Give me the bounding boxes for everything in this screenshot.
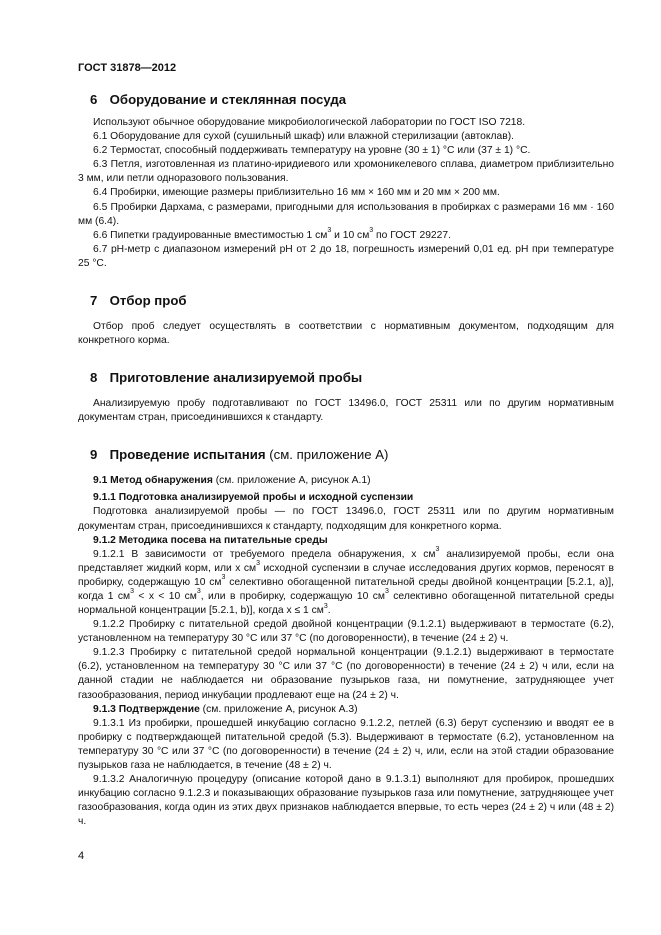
- subsection-9-1-1-heading: 9.1.1 Подготовка анализируемой пробы и исходной суспензии: [93, 492, 414, 504]
- section-9-heading: [78, 447, 614, 463]
- page-number: 4: [78, 850, 85, 862]
- section-7-number: 7: [90, 293, 98, 309]
- item-9-1-2-1: 9.1.2.1 В зависимости от требуемого предела обнаружения, x $см^3$ анализируемой пробы, если она представляет жидкий корм, или x $см^3$ исходной суспензии в случае исследования других кормов, переносят в пробирку, содержащую 10 $см^3$ селективно обогащенной питательной среды двойной концентрации [5.2.1, а)], когда 1 $см^3 < x < 10$ $см^3$, или в пробирку, содержащую 10 $см^3$ селективно обогащенной питательной среды нормальной концентрации [5.2.1, b)], когда x ≤ 1 $см^3$.: [78, 546, 614, 616]
- subsection-9-1-heading: 9.1 Метод обнаружения (см. приложение А, рисунок А.1): [93, 475, 371, 487]
- section-8-title: Приготовление анализируемой пробы: [109, 370, 363, 386]
- item-9-1-2-3: 9.1.2.3 Пробирку с питательной средой нормальной концентрации (9.1.2.1) выдерживают в термостате (6.2), установленном на температуру 30 °С или 37 °С (по договоренности) в течение (24 ± 2) ч или, если на данной стадии не наблюдается ни образование пузырьков газа, ни помутнение, затрудняющее учет газообразования, период инкубации продлевают еще на (24 ± 2) ч.: [78, 647, 614, 701]
- item-9-1-3-1: 9.1.3.1 Из пробирки, прошедшей инкубацию согласно 9.1.2.2, петлей (6.3) берут суспензию и вводят ее в пробирку с подтверждающей питательной средой (5.3). Выдерживают в термостате (6.2), установленном на температуру 30 °С или 37 °С (по договоренности) в течение (24 ± 2) ч, или, если на этой стадии образование пузырьков газа не наблюдается, в течение (48 ± 2) ч.: [78, 717, 614, 771]
- section-7-heading: [78, 293, 614, 309]
- item-6-1: 6.1 Оборудование для сухой (сушильный шкаф) или влажной стерилизации (автоклав).: [93, 131, 515, 143]
- section-9-number: 9: [90, 447, 98, 463]
- item-6-4: 6.4 Пробирки, имеющие размеры приблизительно 16 мм × 160 мм и 20 мм × 200 мм.: [93, 187, 500, 199]
- page-content: [78, 92, 614, 829]
- section-8-text: Анализируемую пробу подготавливают по ГОСТ 13496.0, ГОСТ 25311 или по другим нормативным документам стран, присоединившихся к стандарту.: [78, 398, 614, 424]
- section-8-heading: [78, 370, 614, 386]
- section-6-heading: [78, 92, 614, 108]
- item-9-1-2-2: 9.1.2.2 Пробирку с питательной средой двойной концентрации (9.1.2.1) выдерживают в термостате (6.2), установленном на температуру 30 °С или 37 °С (по договоренности), в течение (24 ± 2) ч.: [78, 619, 614, 645]
- subsection-9-1-1-text: Подготовка анализируемой пробы — по ГОСТ 13496.0, ГОСТ 25311 или по другим нормативным документам стран, присоединившихся к стандарту, подходящим для конкретного корма.: [78, 506, 614, 532]
- item-6-2: 6.2 Термостат, способный поддерживать температуру на уровне (30 ± 1) °С или (37 ± 1) °С.: [93, 145, 531, 157]
- section-6-number: 6: [90, 92, 98, 107]
- item-6-5: 6.5 Пробирки Дархама, с размерами, пригодными для использования в пробирках с размерами 16 мм · 160 мм (6.4).: [78, 201, 614, 227]
- subsection-9-1-2-heading: 9.1.2 Методика посева на питательные среды: [93, 534, 328, 546]
- subsection-9-1-3-heading: 9.1.3 Подтверждение (см. приложение А, рисунок А.3): [93, 703, 358, 715]
- section-7-title: Отбор проб: [109, 293, 187, 309]
- standard-header: ГОСТ 31878—2012: [78, 62, 177, 74]
- section-9-title: Проведение испытания: [109, 447, 266, 463]
- section-8-number: 8: [90, 370, 98, 386]
- item-6-3: 6.3 Петля, изготовленная из платино-иридиевого или хромоникелевого сплава, диаметром приблизительно 3 мм, или петли одноразового пользования.: [78, 159, 614, 185]
- section-9-annex-ref: (см. приложение А): [265, 447, 389, 463]
- item-6-7: 6.7 pH-метр с диапазоном измерений pH от 2 до 18, погрешность измерений 0,01 ед. pH при температуре 25 °С.: [78, 243, 614, 269]
- section-6-title: Оборудование и стеклянная посуда: [109, 92, 347, 107]
- item-6-6: 6.6 Пипетки градуированные вместимостью 1 $см^3$ и 10 $см^3$ по ГОСТ 29227.: [93, 227, 451, 241]
- item-9-1-3-2: 9.1.3.2 Аналогичную процедуру (описание которой дано в 9.1.3.1) выполняют для пробирок, прошедших инкубацию согласно 9.1.2.3 и показывающих образование пузырьков газа или помутнение, затрудняющее учет газообразования, когда один из этих двух признаков наблюдается впервые, то есть через (24 ± 2) ч или (48 ± 2) ч.: [78, 774, 614, 828]
- section-7-text: Отбор проб следует осуществлять в соответствии с нормативным документом, подходящим для конкретного корма.: [78, 321, 614, 347]
- section-6-intro: Используют обычное оборудование микробиологической лаборатории по ГОСТ ISO 7218.: [93, 117, 526, 128]
